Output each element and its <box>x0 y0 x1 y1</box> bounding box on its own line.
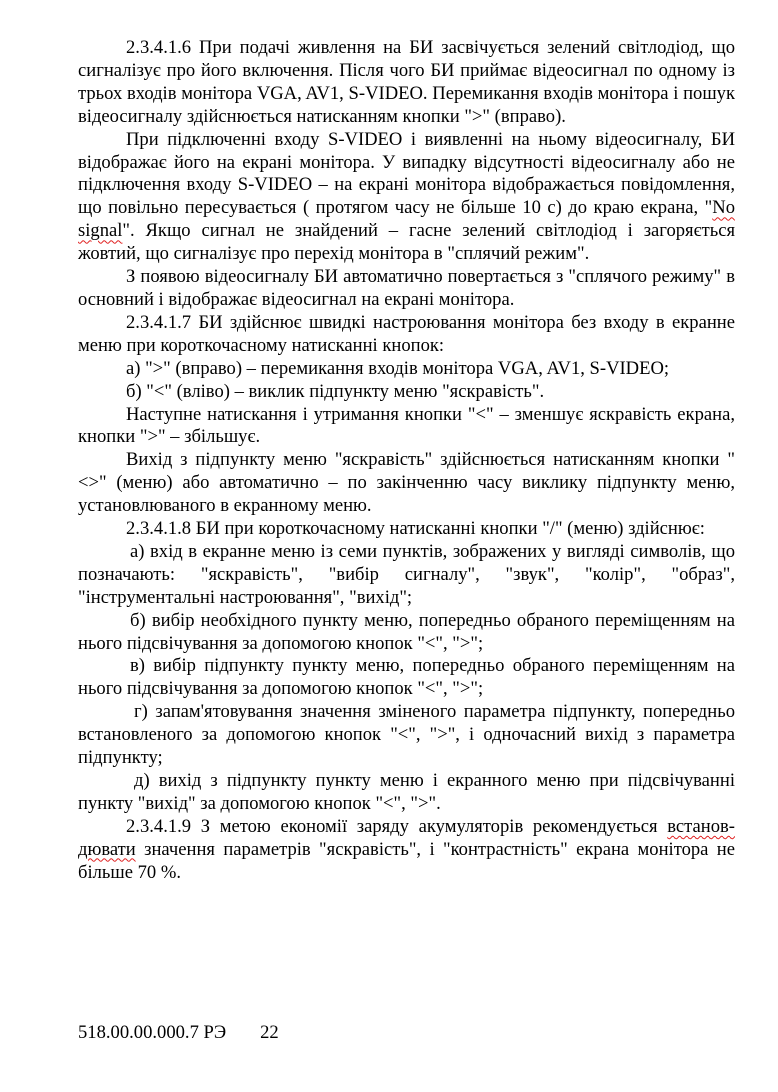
document-code: 518.00.00.000.7 РЭ <box>78 1022 227 1043</box>
paragraph-2-3-4-1-6: 2.3.4.1.6 При подачі живлення на БИ засвічується зелений світлодіод, що сигналізує про його включення. Після чого БИ приймає відеосигнал по одному із трьох входів монітора VGA, AV1, S-VIDEO. Перемикання входів монітора і пошук відеосигналу здійснюється натисканням кнопки ">" (вправо). <box>78 37 735 127</box>
misspelled-word-part-2: дювати <box>78 838 136 860</box>
paragraph-2-3-4-1-9 <box>78 816 735 885</box>
list-item-c-submenu-select: в) вибір підпункту пункту меню, попередньо обраного переміщенням на нього підсвічування за допомогою кнопок "<", ">"; <box>78 655 735 700</box>
list-item-a-right-button: а) ">" (вправо) – перемикання входів монітора VGA, AV1, S-VIDEO; <box>126 357 670 379</box>
no-signal-misspelling: No signal <box>78 197 735 242</box>
paragraph-s-video <box>78 129 735 266</box>
page-body <box>78 37 735 885</box>
list-item-a-menu-entry: а) вхід в екранне меню із семи пунктів, зображених у вигляді символів, що позначають: "яскравість", "вибір сигналу", "звук", "колір", "образ", "інструментальні настроювання", "вихід"; <box>78 540 735 608</box>
list-item-b-menu-select: б) вибір необхідного пункту меню, попередньо обраного переміщенням на нього підсвічування за допомогою кнопок "<", ">"; <box>78 609 735 654</box>
list-item-e-menu-exit: д) вихід з підпункту пункту меню і екранного меню при підсвічуванні пункту "вихід" за допомогою кнопок "<", ">". <box>78 770 735 814</box>
list-item-b-left-button: б) "<" (вліво) – виклик підпункту меню "яскравість". <box>126 380 545 402</box>
page-footer <box>78 1022 279 1044</box>
misspelled-word-part-1: встанов- <box>667 815 735 837</box>
paragraph-2-3-4-1-8: 2.3.4.1.8 БИ при короткочасному натисканні кнопки "/" (меню) здійснює: <box>126 518 705 540</box>
list-item-d-save-value: г) запам'ятовування значення зміненого параметра підпункту, попередньо встановленого за допомогою кнопок "<", ">", і одночасний вихід з параметра підпункту; <box>78 701 735 769</box>
paragraph-2-3-4-1-7: 2.3.4.1.7 БИ здійснює швидкі настроювання монітора без входу в екранне меню при короткочасному натисканні кнопок: <box>78 311 735 356</box>
paragraph-brightness-adjust: Наступне натискання і утримання кнопки "<" – зменшує яскравість екрана, кнопки ">" – збільшує. <box>78 403 735 448</box>
battery-text-end: значення параметрів "яскравість", і "контрастність" екрана монітора не більше 70 %. <box>78 838 735 883</box>
paragraph-brightness-exit: Вихід з підпункту меню "яскравість" здійснюється натисканням кнопки "<>" (меню) або автоматично – по закінченню часу виклику підпункту меню, установлюваного в екранному меню. <box>78 449 735 517</box>
s-video-text-end: ". Якщо сигнал не знайдений – гасне зелений світлодіод і загоряється жовтий, що сигналізує про перехід монітора в "сплячий режим". <box>78 220 735 265</box>
s-video-text-start: При підключенні входу S-VIDEO і виявленні на ньому відеосигналу, БИ відображає його на екрані монітора. У випадку відсутності відеосигналу або не підключення входу S-VIDEO – на екрані монітора відображається повідомлення, що повільно пересувається ( протягом часу не більше 10 с) до краю екрана, " <box>78 128 735 219</box>
battery-text-start: 2.3.4.1.9 З метою економії заряду акумуляторів рекомендується <box>126 815 668 837</box>
paragraph-sleep-mode-return: З появою відеосигналу БИ автоматично повертається з "сплячого режиму" в основний і відображає відеосигнал на екрані монітора. <box>78 266 735 310</box>
page-number: 22 <box>260 1022 279 1043</box>
